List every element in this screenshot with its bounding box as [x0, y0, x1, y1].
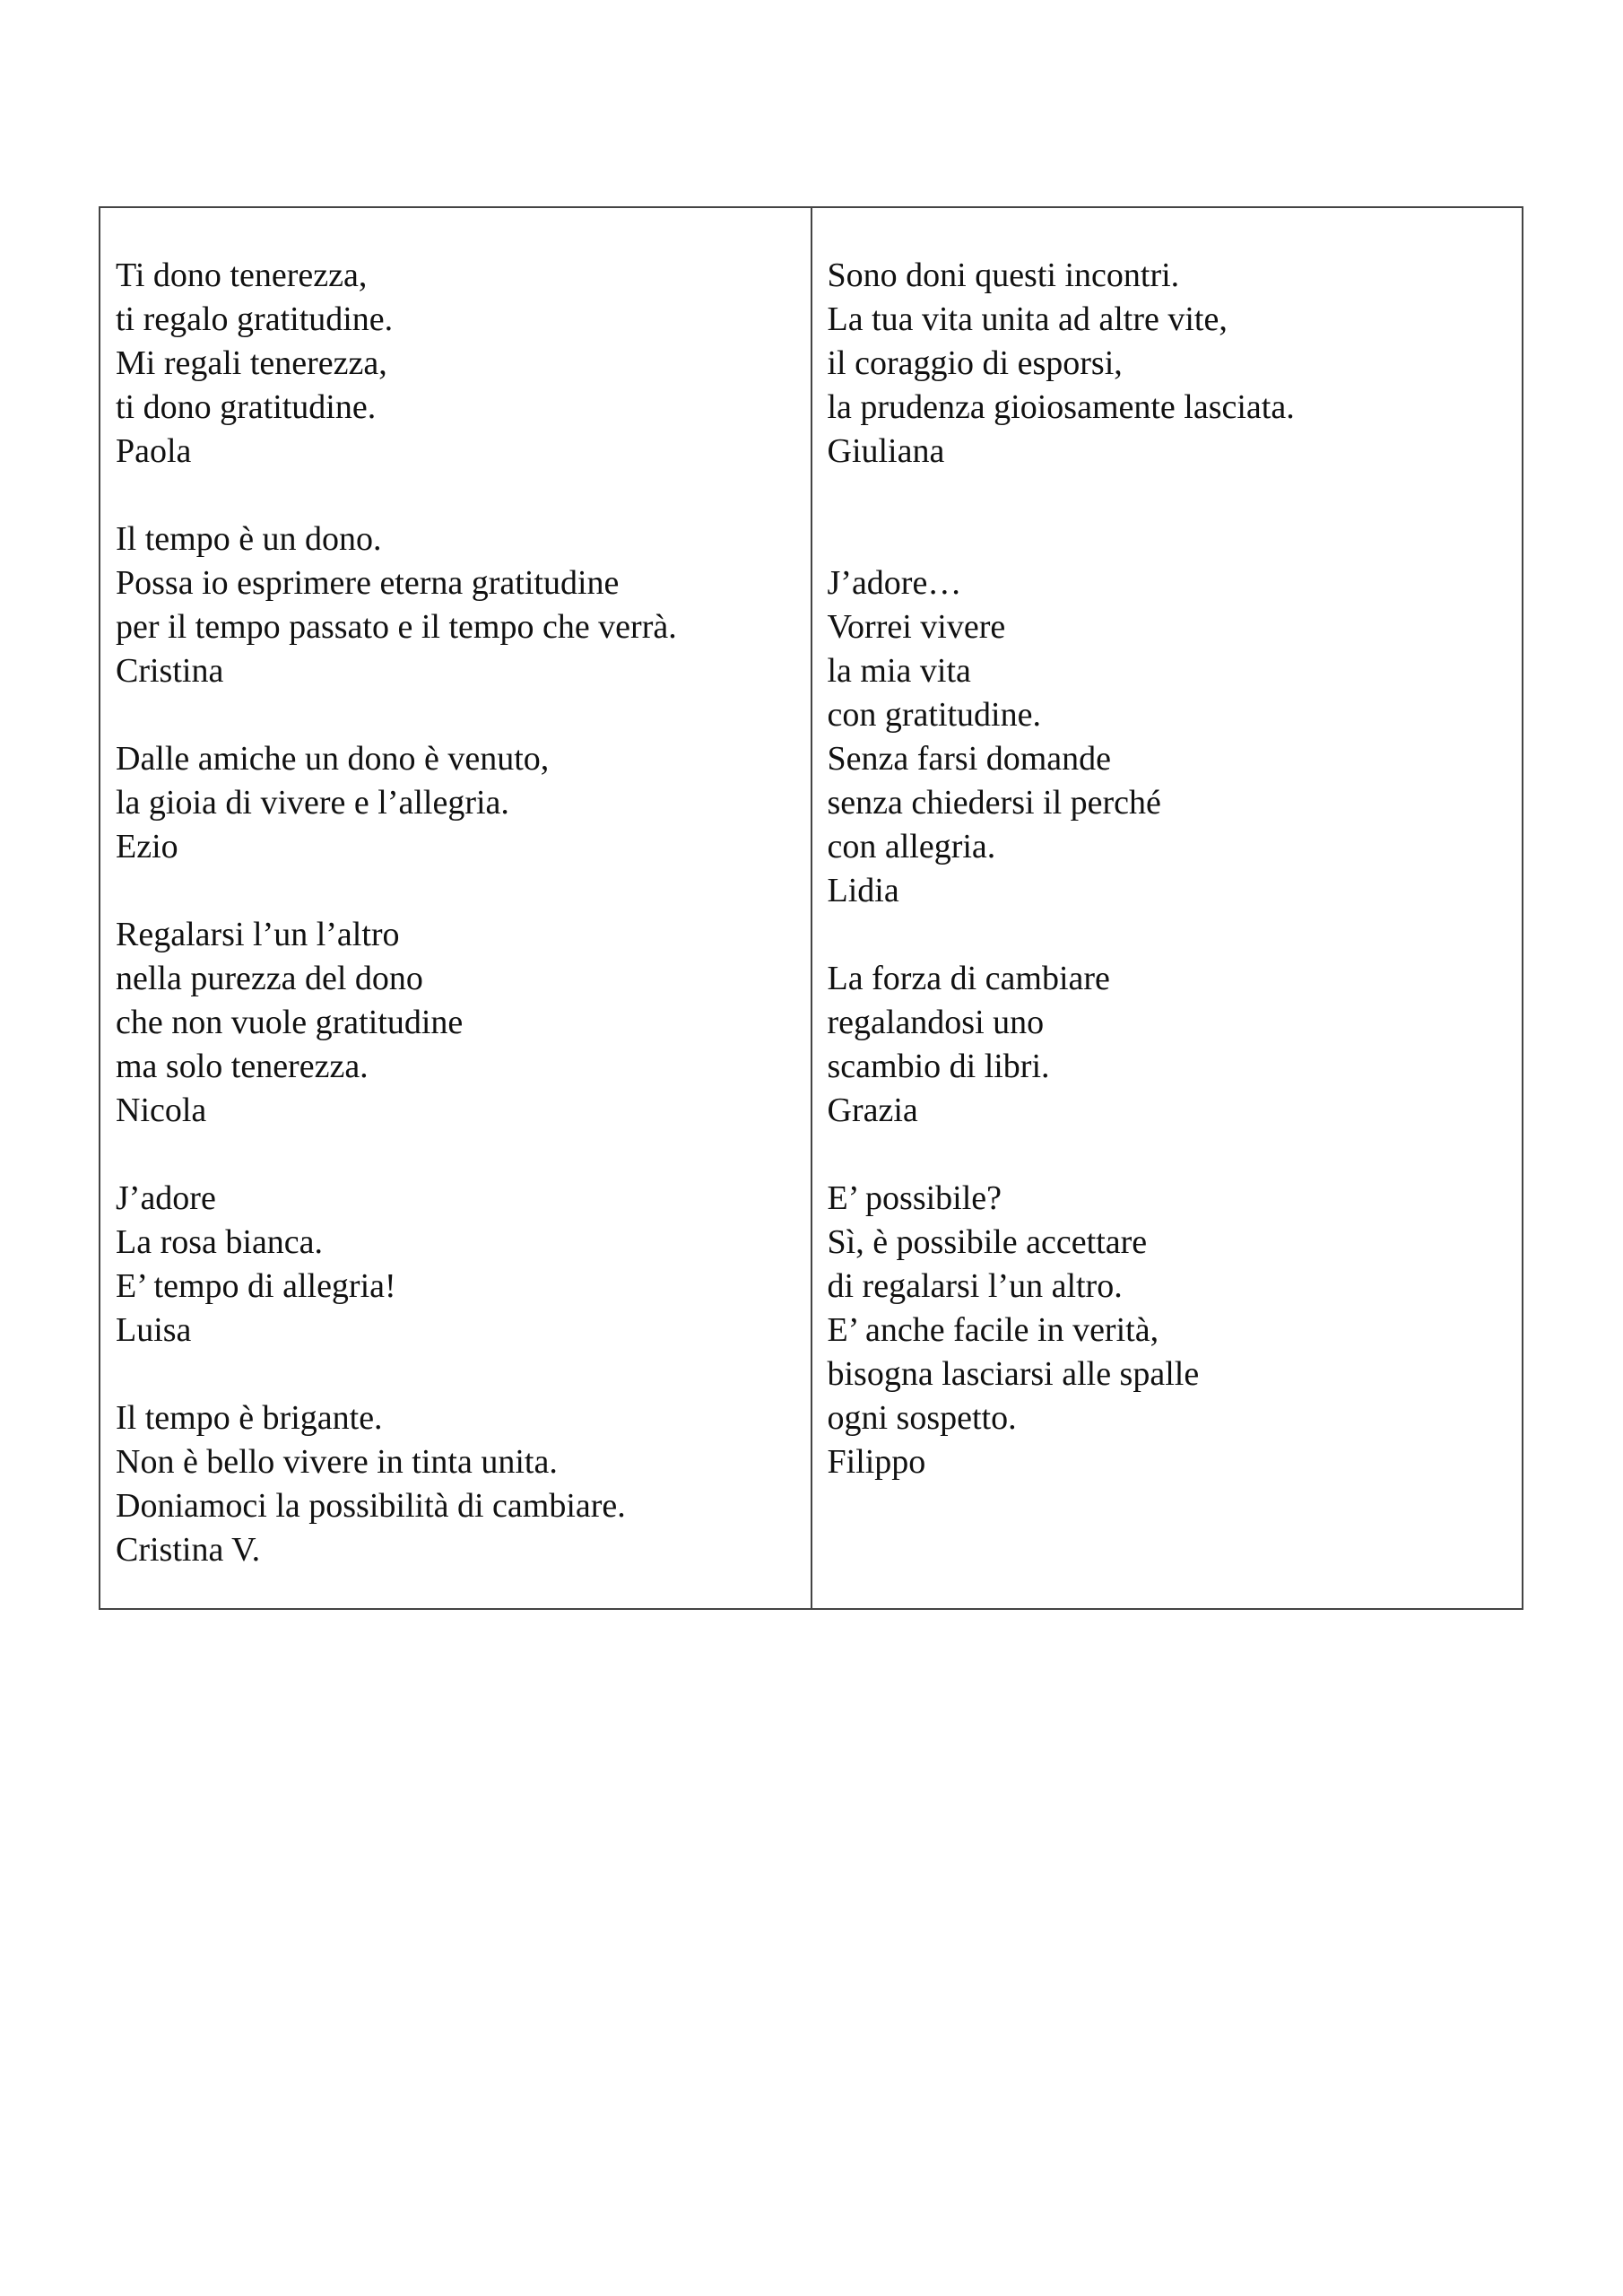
poem-line: ogni sospetto. [827, 1399, 1017, 1437]
poem-line: con gratitudine. [827, 696, 1041, 734]
poem-line: Vorrei vivere [827, 608, 1006, 646]
poem-line: Dalle amiche un dono è venuto, [116, 740, 550, 778]
left-column [100, 208, 811, 1608]
poem-author: Grazia [827, 1091, 918, 1129]
poem-line: Sono doni questi incontri. [827, 257, 1180, 294]
poem-line: Il tempo è un dono. [116, 520, 382, 558]
poem-line: regalandosi uno [827, 1004, 1045, 1041]
right-column [811, 208, 1523, 1608]
poem-author: Cristina [116, 652, 224, 690]
poem-line: Doniamoci la possibilità di cambiare. [116, 1487, 626, 1525]
poem-author: Giuliana [827, 432, 945, 470]
poem-line: Senza farsi domande [827, 740, 1112, 778]
poem-line: Non è bello vivere in tinta unita. [116, 1443, 558, 1481]
poem-line: bisogna lasciarsi alle spalle [827, 1355, 1200, 1393]
poem-line: Ti dono tenerezza, [116, 257, 368, 294]
poem [828, 254, 1523, 474]
poem-line: ti regalo gratitudine. [116, 300, 394, 338]
poem [828, 561, 1523, 913]
poems-table [99, 206, 1523, 1610]
poem-line: il coraggio di esporsi, [827, 344, 1123, 382]
poem-line: con allegria. [827, 828, 996, 865]
poem [116, 517, 811, 693]
poem-author: Paola [116, 432, 192, 470]
poem-line: J’adore [116, 1179, 216, 1217]
poem-line: la prudenza gioiosamente lasciata. [827, 388, 1295, 426]
poem-line: ti dono gratitudine. [116, 388, 377, 426]
poem [116, 1177, 811, 1352]
poem-author: Ezio [116, 828, 178, 865]
poem-line: Regalarsi l’un l’altro [116, 916, 400, 953]
poem-line: Il tempo è brigante. [116, 1399, 383, 1437]
poem-line: E’ anche facile in verità, [827, 1311, 1159, 1349]
poem-author: Nicola [116, 1091, 207, 1129]
poem-author: Luisa [116, 1311, 192, 1349]
poem-line: la gioia di vivere e l’allegria. [116, 784, 509, 822]
poem-line: per il tempo passato e il tempo che verrà. [116, 608, 677, 646]
poem-author: Cristina V. [116, 1531, 261, 1569]
poem-line: scambio di libri. [827, 1048, 1050, 1085]
poem-line: J’adore… [827, 564, 962, 602]
poem [828, 957, 1523, 1133]
poem-line: La forza di cambiare [827, 960, 1110, 997]
poem-line: la mia vita [827, 652, 971, 690]
poem-line: E’ tempo di allegria! [116, 1267, 396, 1305]
poem [116, 737, 811, 869]
poem-author: Lidia [827, 872, 899, 909]
poem [828, 1177, 1523, 1484]
poem [116, 1396, 811, 1572]
poem-line: nella purezza del dono [116, 960, 423, 997]
poem-line: Possa io esprimere eterna gratitudine [116, 564, 620, 602]
poem-author: Filippo [827, 1443, 926, 1481]
poem-line: La tua vita unita ad altre vite, [827, 300, 1228, 338]
poem [116, 913, 811, 1133]
poem [116, 254, 811, 474]
poem-line: senza chiedersi il perché [827, 784, 1161, 822]
poem-line: Sì, è possibile accettare [827, 1223, 1148, 1261]
poem-line: che non vuole gratitudine [116, 1004, 464, 1041]
poem-line: Mi regali tenerezza, [116, 344, 387, 382]
poem-line: di regalarsi l’un altro. [827, 1267, 1123, 1305]
poem-line: ma solo tenerezza. [116, 1048, 369, 1085]
poem-line: La rosa bianca. [116, 1223, 324, 1261]
poem-line: E’ possibile? [827, 1179, 1002, 1217]
